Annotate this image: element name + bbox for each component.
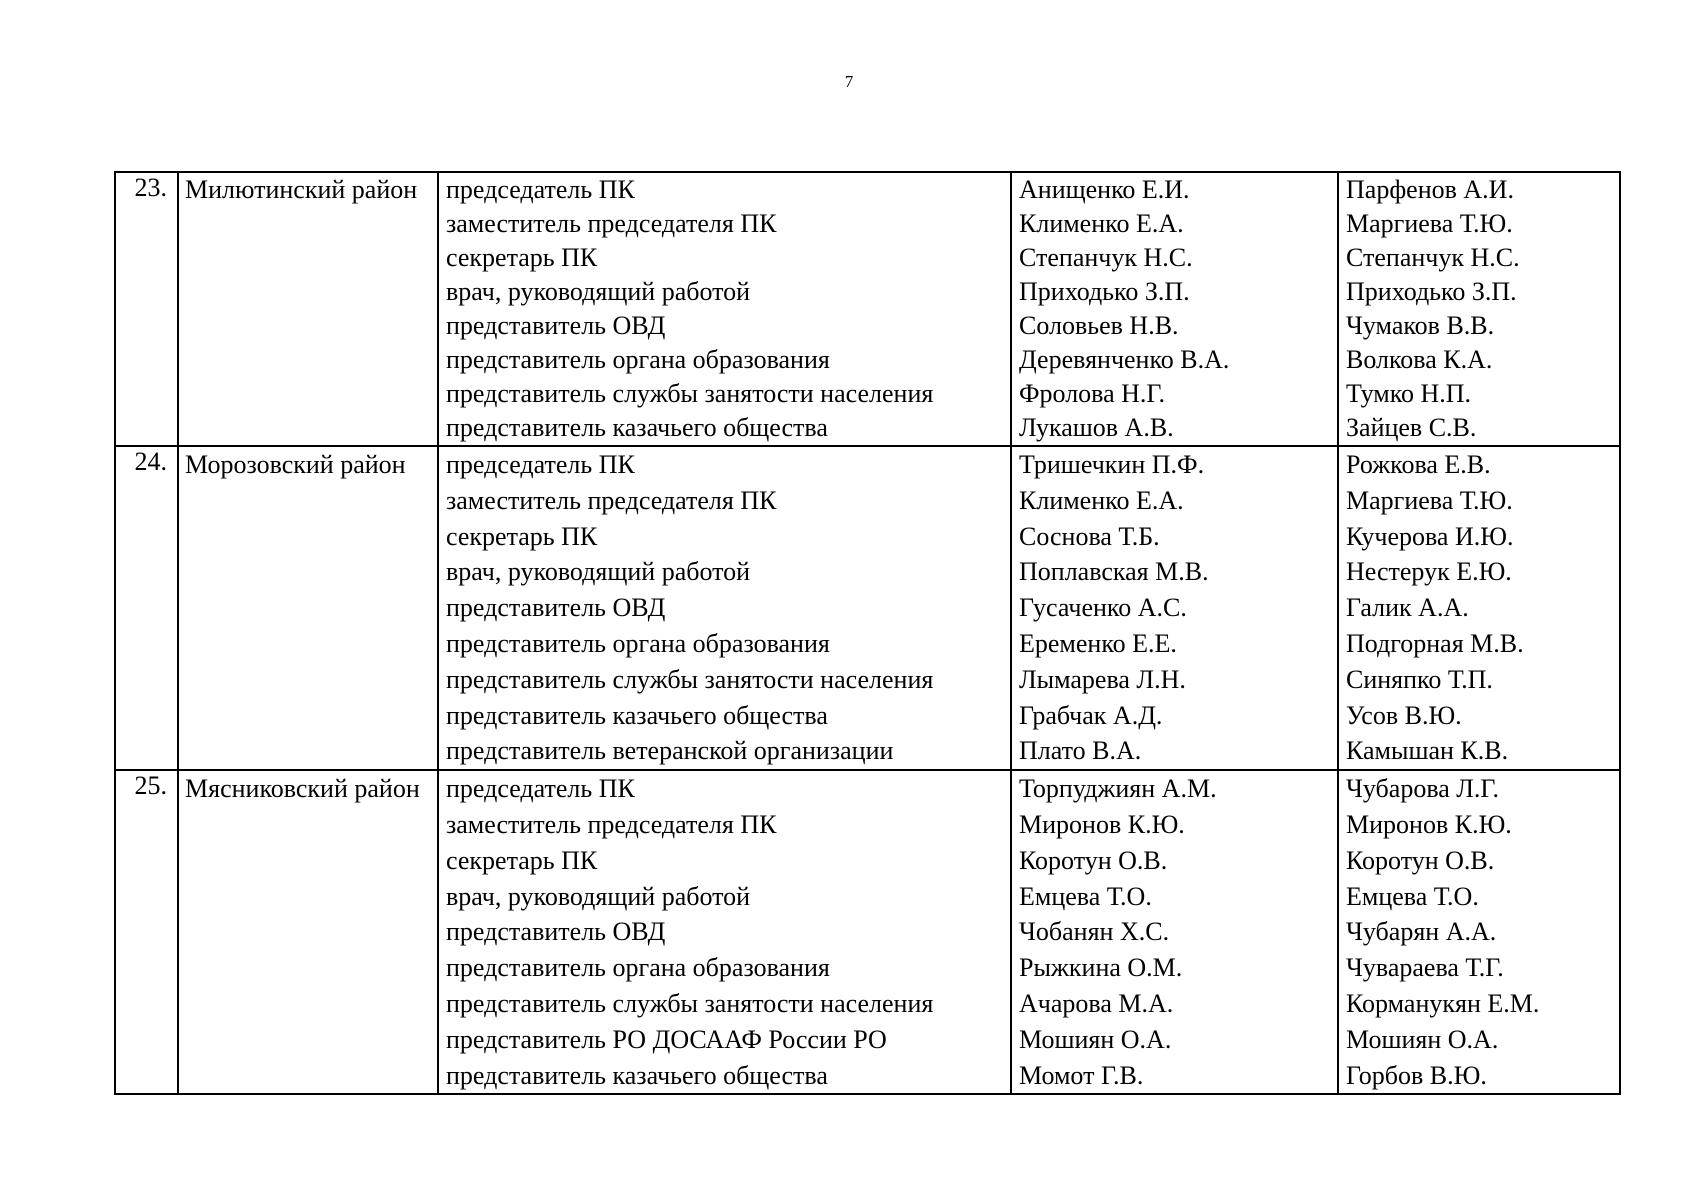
cell-line: Анищенко Е.И. [1019,175,1190,204]
cell-line: Нестерук Е.Ю. [1346,557,1512,587]
cell-line: секретарь ПК [446,243,598,272]
cell-line: Галик А.А. [1346,593,1469,623]
cell-line: Парфенов А.И. [1346,175,1514,204]
cell-line: Мошиян О.А. [1019,1024,1172,1054]
reserve-member-list [1338,770,1620,1094]
cell-line: Коротун О.В. [1346,845,1495,875]
district-label: Мясниковский район [185,774,420,804]
cell-line: Коротун О.В. [1019,845,1168,875]
cell-line: представитель службы занятости населения [446,379,934,408]
cell-line: Усов В.Ю. [1346,700,1462,730]
cell-line: Чобанян Х.С. [1019,917,1170,947]
cell-line: Степанчук Н.С. [1346,243,1520,272]
cell-line: заместитель председателя ПК [446,809,777,839]
cell-line: председатель ПК [446,774,635,804]
cell-line: представитель органа образования [446,345,830,374]
row-number: 25. [115,770,178,1094]
cell-line: Гусаченко А.С. [1019,593,1187,623]
cell-line: Мошиян О.А. [1346,1024,1499,1054]
cell-line: Фролова Н.Г. [1019,379,1166,408]
cell-line: представитель ветеранской организации [446,736,894,766]
reserve-member-list [1338,172,1620,446]
row-number: 24. [115,446,178,770]
cell-line: Горбов В.Ю. [1346,1060,1487,1090]
cell-line: председатель ПК [446,450,635,479]
main-member-list [1011,172,1338,446]
district-name [178,172,438,446]
cell-line: Еременко Е.Е. [1019,628,1177,658]
cell-line: секретарь ПК [446,521,598,551]
cell-line: Поплавская М.В. [1019,557,1209,587]
cell-line: Чувараева Т.Г. [1346,953,1504,983]
cell-line: Миронов К.Ю. [1019,809,1185,839]
cell-line: Лукашов А.В. [1019,413,1174,442]
district-label: Милютинский район [185,175,418,204]
main-member-list [1011,446,1338,770]
cell-line: Соснова Т.Б. [1019,521,1160,551]
cell-line: Приходько З.П. [1346,277,1517,306]
cell-line: Маргиева Т.Ю. [1346,485,1513,515]
cell-line: председатель ПК [446,175,635,204]
cell-line: представитель службы занятости населения [446,988,934,1018]
cell-line: врач, руководящий работой [446,277,751,306]
cell-line: представитель ОВД [446,311,666,340]
cell-line: Ачарова М.А. [1019,988,1174,1018]
table-row [115,770,1620,1094]
cell-line: Степанчук Н.С. [1019,243,1193,272]
cell-line: представитель ОВД [446,917,666,947]
cell-line: Плато В.А. [1019,736,1142,766]
reserve-member-list [1338,446,1620,770]
table-row [115,172,1620,446]
cell-line: Кучерова И.Ю. [1346,521,1514,551]
cell-line: представитель органа образования [446,628,830,658]
cell-line: заместитель председателя ПК [446,485,777,515]
cell-line: Синяпко Т.П. [1346,664,1493,694]
row-number: 23. [115,172,178,446]
cell-line: представитель РО ДОСААФ России РО [446,1024,887,1054]
cell-line: секретарь ПК [446,845,598,875]
cell-line: Рыжкина О.М. [1019,953,1183,983]
cell-line: Клименко Е.А. [1019,485,1184,515]
cell-line: Подгорная М.В. [1346,628,1524,658]
page-number: 7 [844,72,854,91]
role-list [438,446,1011,770]
cell-line: представитель казачьего общества [446,1060,828,1090]
cell-line: представитель казачьего общества [446,413,828,442]
cell-line: Приходько З.П. [1019,277,1190,306]
cell-line: Момот Г.В. [1019,1060,1144,1090]
cell-line: Деревянченко В.А. [1019,345,1230,374]
cell-line: Клименко Е.А. [1019,209,1184,238]
cell-line: Лымарева Л.Н. [1019,664,1186,694]
cell-line: представитель ОВД [446,593,666,623]
cell-line: представитель органа образования [446,953,830,983]
role-list [438,172,1011,446]
cell-line: Емцева Т.О. [1346,881,1479,911]
cell-line: Миронов К.Ю. [1346,809,1512,839]
commission-roster-table [114,171,1621,1095]
cell-line: Емцева Т.О. [1019,881,1152,911]
cell-line: Чубарян А.А. [1346,917,1497,947]
cell-line: Торпуджиян А.М. [1019,774,1217,804]
cell-line: Камышан К.В. [1346,736,1509,766]
table-row [115,446,1620,770]
district-name [178,770,438,1094]
cell-line: Чубарова Л.Г. [1346,774,1500,804]
cell-line: Корманукян Е.М. [1346,988,1540,1018]
cell-line: Тумко Н.П. [1346,379,1472,408]
cell-line: Зайцев С.В. [1346,413,1477,442]
roster-body [115,172,1620,1094]
cell-line: представитель казачьего общества [446,700,828,730]
cell-line: Соловьев Н.В. [1019,311,1179,340]
main-member-list [1011,770,1338,1094]
cell-line: Маргиева Т.Ю. [1346,209,1513,238]
cell-line: Грабчак А.Д. [1019,700,1163,730]
cell-line: заместитель председателя ПК [446,209,777,238]
district-label: Морозовский район [185,450,406,479]
cell-line: Волкова К.А. [1346,345,1493,374]
cell-line: Чумаков В.В. [1346,311,1495,340]
cell-line: Тришечкин П.Ф. [1019,450,1205,479]
district-name [178,446,438,770]
cell-line: врач, руководящий работой [446,881,751,911]
role-list [438,770,1011,1094]
cell-line: Рожкова Е.В. [1346,450,1491,479]
cell-line: врач, руководящий работой [446,557,751,587]
cell-line: представитель службы занятости населения [446,664,934,694]
